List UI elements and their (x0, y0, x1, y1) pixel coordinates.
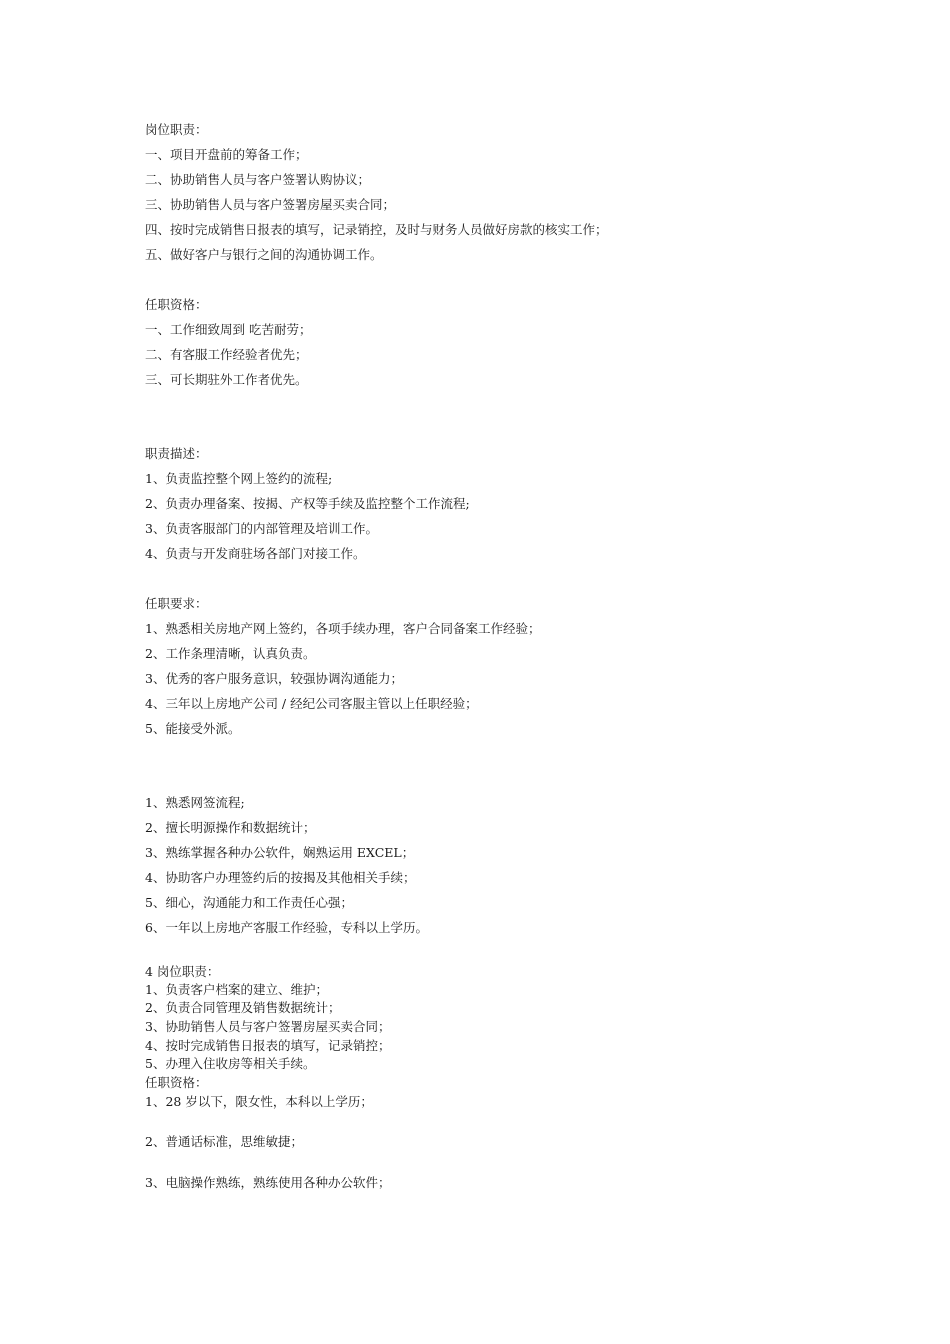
text-line: 5、能接受外派。 (145, 721, 241, 736)
text-line: 2、工作条理清晰，认真负责。 (145, 646, 316, 661)
section-heading-job-duties: 岗位职责： (145, 122, 208, 137)
text-line: 二、协助销售人员与客户签署认购协议； (145, 172, 371, 187)
text-line: 三、协助销售人员与客户签署房屋买卖合同； (145, 197, 396, 212)
text-line: 二、有客服工作经验者优先； (145, 347, 308, 362)
text-line: 1、熟悉相关房地产网上签约，各项手续办理，客户合同备案工作经验； (145, 621, 541, 636)
text-line: 6、一年以上房地产客服工作经验，专科以上学历。 (145, 920, 428, 935)
text-line: 五、做好客户与银行之间的沟通协调工作。 (145, 247, 383, 262)
text-line: 2、负责办理备案、按揭、产权等手续及监控整个工作流程; (145, 496, 470, 511)
text-line: 1、熟悉网签流程; (145, 795, 245, 810)
text-line: 1、负责监控整个网上签约的流程; (145, 471, 333, 486)
section-heading-qualifications: 任职资格： (145, 297, 208, 312)
text-line: 4、按时完成销售日报表的填写，记录销控； (145, 1038, 391, 1053)
text-line: 四、按时完成销售日报表的填写，记录销控，及时与财务人员做好房款的核实工作； (145, 222, 608, 237)
section-heading-job-description: 职责描述： (145, 446, 208, 461)
section-heading-requirements: 任职要求： (145, 596, 208, 611)
text-line: 3、熟练掌握各种办公软件，娴熟运用 EXCEL； (145, 845, 415, 860)
text-line: 1、负责客户档案的建立、维护； (145, 982, 328, 997)
text-line: 4、负责与开发商驻场各部门对接工作。 (145, 546, 366, 561)
text-line: 2、负责合同管理及销售数据统计； (145, 1000, 341, 1015)
text-line: 1、28 岁以下，限女性，本科以上学历； (145, 1094, 373, 1109)
text-line: 2、擅长明源操作和数据统计； (145, 820, 316, 835)
text-line: 3、负责客服部门的内部管理及培训工作。 (145, 521, 378, 536)
section-heading-job-duties-4: 4 岗位职责： (145, 964, 220, 979)
text-line: 5、办理入住收房等相关手续。 (145, 1056, 316, 1071)
text-line: 一、项目开盘前的筹备工作； (145, 147, 308, 162)
text-line: 4、协助客户办理签约后的按揭及其他相关手续； (145, 870, 416, 885)
text-line: 一、工作细致周到 吃苦耐劳； (145, 322, 312, 337)
text-line: 3、电脑操作熟练，熟练使用各种办公软件； (145, 1175, 391, 1190)
section-heading-qualifications-2: 任职资格： (145, 1075, 208, 1090)
text-line: 2、普通话标准，思维敏捷； (145, 1134, 303, 1149)
text-line: 三、可长期驻外工作者优先。 (145, 372, 308, 387)
text-line: 3、协助销售人员与客户签署房屋买卖合同； (145, 1019, 391, 1034)
text-line: 3、优秀的客户服务意识，较强协调沟通能力； (145, 671, 403, 686)
text-line: 5、细心，沟通能力和工作责任心强； (145, 895, 353, 910)
text-line: 4、三年以上房地产公司 / 经纪公司客服主管以上任职经验； (145, 696, 478, 711)
